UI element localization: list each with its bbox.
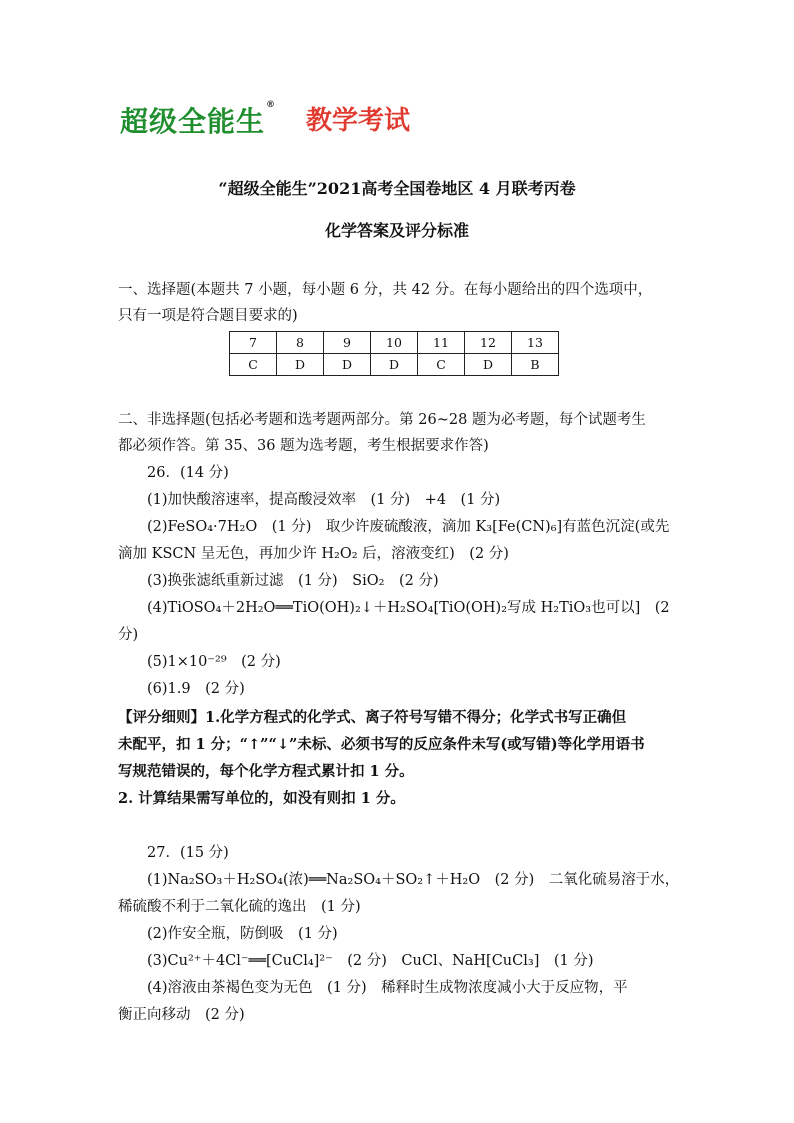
question-number-cell: 11: [418, 332, 465, 354]
q26-answer-2-line1: (2)FeSO₄·7H₂O (1 分) 取少许废硫酸液，滴加 K₃[Fe(CN)₆]有蓝色沉淀(或先: [147, 519, 670, 535]
q26-answer-5: (5)1×10⁻²⁹ (2 分): [147, 654, 281, 670]
document-subtitle: 化学答案及评分标准: [324, 221, 469, 240]
q27-answer-2: (2)作安全瓶，防倒吸 (1 分): [147, 926, 338, 942]
q26-heading: 26．(14 分): [147, 465, 229, 481]
answer-cell: D: [324, 354, 371, 376]
section1-instructions-line2: 只有一项是符合题目要求的): [118, 308, 298, 324]
q26-answer-4-line1: (4)TiOSO₄＋2H₂O══TiO(OH)₂↓＋H₂SO₄[TiO(OH)₂写成 H₂TiO₃也可以] (2: [147, 600, 670, 616]
answer-cell: D: [371, 354, 418, 376]
q26-answer-3: (3)换张滤纸重新过滤 (1 分) SiO₂ (2 分): [147, 573, 439, 589]
q27-heading: 27．(15 分): [147, 845, 229, 861]
q26-answer-2-line2: 滴加 KSCN 呈无色，再加少许 H₂O₂ 后，溶液变红) (2 分): [118, 546, 509, 562]
q26-answer-6: (6)1.9 (2 分): [147, 681, 245, 697]
logo-tagline: 教学考试: [306, 106, 411, 136]
answer-cell: B: [512, 354, 559, 376]
answer-table-row-answers: [230, 354, 559, 376]
logo-brand-text: 超级全能生®: [120, 100, 277, 138]
question-number-cell: 12: [465, 332, 512, 354]
question-number-cell: 13: [512, 332, 559, 354]
scoring-rules-line3: 写规范错误的，每个化学方程式累计扣 1 分。: [118, 763, 414, 780]
section2-instructions-line2: 都必须作答。第 35、36 题为选考题，考生根据要求作答): [118, 438, 489, 454]
q26-answer-1: (1)加快酸溶速率，提高酸浸效率 (1 分) +4 (1 分): [147, 492, 501, 508]
answer-cell: D: [277, 354, 324, 376]
question-number-cell: 10: [371, 332, 418, 354]
scoring-rules-line4: 2. 计算结果需写单位的，如没有则扣 1 分。: [118, 790, 405, 807]
q27-answer-1-line1: (1)Na₂SO₃＋H₂SO₄(浓)══Na₂SO₄＋SO₂↑＋H₂O (2 分) 二氧化硫易溶于水，: [147, 872, 680, 888]
document-title: “超级全能生”2021高考全国卷地区 4 月联考丙卷: [218, 179, 576, 198]
q27-answer-1-line2: 稀硫酸不利于二氧化硫的逸出 (1 分): [118, 899, 361, 915]
section1-instructions-line1: 一、选择题(本题共 7 小题，每小题 6 分，共 42 分。在每小题给出的四个选项中，: [118, 282, 653, 298]
q27-answer-3: (3)Cu²⁺＋4Cl⁻══[CuCl₄]²⁻ (2 分) CuCl、NaH[CuCl₃] (1 分): [147, 953, 594, 969]
q27-answer-4-line1: (4)溶液由茶褐色变为无色 (1 分) 稀释时生成物浓度减小大于反应物，平: [147, 980, 628, 996]
answer-table: [229, 331, 559, 376]
section2-instructions-line1: 二、非选择题(包括必考题和选考题两部分。第 26~28 题为必考题，每个试题考生: [118, 412, 646, 428]
question-number-cell: 8: [277, 332, 324, 354]
answer-table-row-numbers: [230, 332, 559, 354]
scoring-rules-line1: 【评分细则】1.化学方程式的化学式、离子符号写错不得分；化学式书写正确但: [118, 709, 627, 726]
q27-answer-4-line2: 衡正向移动 (2 分): [118, 1007, 245, 1023]
question-number-cell: 7: [230, 332, 277, 354]
q26-answer-4-line2: 分): [118, 627, 139, 643]
answer-cell: D: [465, 354, 512, 376]
answer-cell: C: [418, 354, 465, 376]
scoring-rules-line2: 未配平，扣 1 分；“↑”“↓”未标、必须书写的反应条件未写(或写错)等化学用语书: [118, 736, 645, 753]
answer-cell: C: [230, 354, 277, 376]
question-number-cell: 9: [324, 332, 371, 354]
